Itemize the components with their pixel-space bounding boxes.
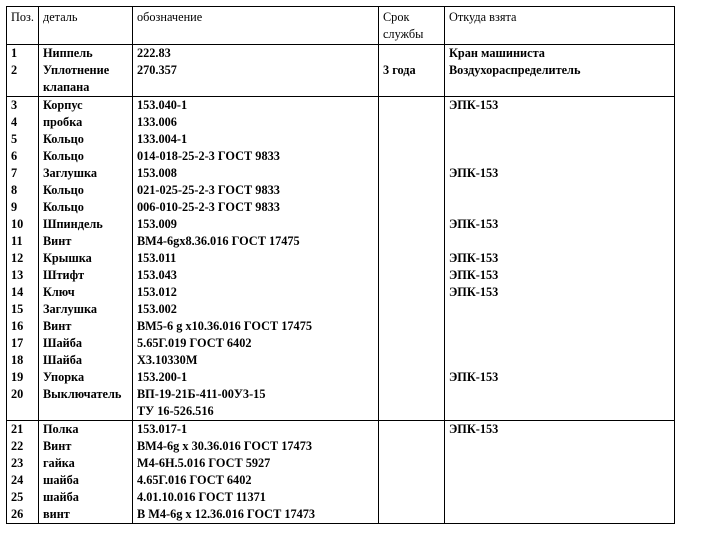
blank-line xyxy=(137,79,374,96)
row-detail: Уплотнение клапана xyxy=(42,63,110,94)
row-designation: 153.012 xyxy=(136,285,177,299)
row-designation: 153.040-1 xyxy=(136,98,188,112)
blank-line xyxy=(383,182,440,199)
blank-line xyxy=(383,403,440,420)
row-pos: 21 xyxy=(11,422,24,436)
row-designation: 014-018-25-2-3 ГОСТ 9833 xyxy=(136,149,280,163)
row-pos: 17 xyxy=(11,336,24,350)
blank-line xyxy=(383,165,440,182)
group-1-designation xyxy=(132,45,378,97)
row-designation: Х3.10330М xyxy=(136,353,198,367)
row-pos: 22 xyxy=(11,439,24,453)
row-detail: Выключатель xyxy=(42,387,122,401)
blank-line xyxy=(383,352,440,369)
blank-line xyxy=(383,284,440,301)
table-header-row xyxy=(7,7,675,45)
row-pos: 15 xyxy=(11,302,24,316)
row-designation: 006-010-25-2-3 ГОСТ 9833 xyxy=(136,200,280,214)
blank-line xyxy=(383,148,440,165)
row-pos: 4 xyxy=(11,115,18,129)
blank-line xyxy=(383,199,440,216)
row-pos: 2 xyxy=(11,63,18,77)
row-designation-cont: ТУ 16-526.516 xyxy=(136,404,214,418)
row-detail: Кольцо xyxy=(42,149,84,163)
table-group-3 xyxy=(7,421,675,524)
table-group-2 xyxy=(7,97,675,421)
row-detail: Ключ xyxy=(42,285,75,299)
blank-line xyxy=(449,199,670,216)
row-pos: 12 xyxy=(11,251,24,265)
blank-line xyxy=(449,182,670,199)
group-3-source xyxy=(444,421,674,524)
group-3-pos xyxy=(7,421,39,524)
blank-line xyxy=(383,45,440,62)
row-designation: 153.009 xyxy=(136,217,177,231)
row-pos: 7 xyxy=(11,166,18,180)
row-designation: ВМ4-6gх8.36.016 ГОСТ 17475 xyxy=(136,234,300,248)
blank-line xyxy=(383,506,440,523)
group-2-life xyxy=(378,97,444,421)
blank-line xyxy=(449,506,670,523)
row-designation: 222.83 xyxy=(136,46,171,60)
blank-line xyxy=(449,352,670,369)
row-designation: В М4-6g х 12.36.016 ГОСТ 17473 xyxy=(136,507,316,521)
blank-line xyxy=(449,318,670,335)
blank-line xyxy=(383,301,440,318)
row-pos: 11 xyxy=(11,234,23,248)
blank-line xyxy=(383,472,440,489)
row-designation: ВМ4-6g х 30.36.016 ГОСТ 17473 xyxy=(136,439,313,453)
row-pos: 14 xyxy=(11,285,24,299)
blank-line xyxy=(383,421,440,438)
blank-line xyxy=(383,369,440,386)
blank-line xyxy=(383,455,440,472)
blank-line xyxy=(383,489,440,506)
blank-line xyxy=(383,97,440,114)
row-source: ЭПК-153 xyxy=(448,166,499,180)
row-source: Кран машиниста xyxy=(448,46,545,60)
blank-line xyxy=(449,455,670,472)
row-pos: 6 xyxy=(11,149,18,163)
blank-line xyxy=(449,335,670,352)
header-detail: деталь xyxy=(38,7,132,45)
row-detail: Полка xyxy=(42,422,79,436)
group-1-source xyxy=(444,45,674,97)
row-detail: гайка xyxy=(42,456,75,470)
group-2-designation xyxy=(132,97,378,421)
table-group-1 xyxy=(7,45,675,97)
row-detail: Кольцо xyxy=(42,200,84,214)
row-designation: 153.008 xyxy=(136,166,177,180)
header-designation: обозначение xyxy=(132,7,378,45)
row-source: ЭПК-153 xyxy=(448,370,499,384)
row-detail: винт xyxy=(42,507,70,521)
row-pos: 13 xyxy=(11,268,24,282)
blank-line xyxy=(11,403,34,420)
row-source: ЭПК-153 xyxy=(448,285,499,299)
row-pos: 18 xyxy=(11,353,24,367)
header-service-life: Срок службы xyxy=(378,7,444,45)
row-pos: 5 xyxy=(11,132,18,146)
row-detail: Заглушка xyxy=(42,166,98,180)
row-pos: 1 xyxy=(11,46,18,60)
row-pos: 24 xyxy=(11,473,24,487)
blank-line xyxy=(449,131,670,148)
blank-line xyxy=(449,114,670,131)
row-detail: Заглушка xyxy=(42,302,98,316)
row-detail: Шайба xyxy=(42,353,83,367)
row-service-life: 3 года xyxy=(382,63,416,77)
row-designation: 5.65Г.019 ГОСТ 6402 xyxy=(136,336,252,350)
row-pos: 23 xyxy=(11,456,24,470)
group-3-detail xyxy=(38,421,132,524)
blank-line xyxy=(383,216,440,233)
row-designation: 133.006 xyxy=(136,115,177,129)
row-designation: ВП-19-21Б-411-00У3-15 xyxy=(136,387,266,401)
group-3-designation xyxy=(132,421,378,524)
group-2-source xyxy=(444,97,674,421)
group-2-detail xyxy=(38,97,132,421)
row-pos: 10 xyxy=(11,217,24,231)
row-detail: Винт xyxy=(42,319,72,333)
blank-line xyxy=(449,489,670,506)
row-pos: 20 xyxy=(11,387,24,401)
header-source: Откуда взята xyxy=(444,7,674,45)
row-pos: 3 xyxy=(11,98,18,112)
parts-table xyxy=(6,6,675,524)
blank-line xyxy=(449,386,670,403)
blank-line xyxy=(383,386,440,403)
row-source: ЭПК-153 xyxy=(448,268,499,282)
blank-line xyxy=(449,403,670,420)
row-detail: Кольцо xyxy=(42,132,84,146)
row-designation: 153.200-1 xyxy=(136,370,188,384)
row-pos: 8 xyxy=(11,183,18,197)
row-designation: М4-6Н.5.016 ГОСТ 5927 xyxy=(136,456,271,470)
row-pos: 26 xyxy=(11,507,24,521)
blank-line xyxy=(383,233,440,250)
row-source: ЭПК-153 xyxy=(448,98,499,112)
blank-line xyxy=(449,79,670,96)
blank-line xyxy=(383,250,440,267)
row-detail: Корпус xyxy=(42,98,83,112)
row-source: ЭПК-153 xyxy=(448,422,499,436)
row-designation: 270.357 xyxy=(136,63,177,77)
blank-line xyxy=(383,114,440,131)
row-designation: 153.017-1 xyxy=(136,422,188,436)
blank-line xyxy=(449,148,670,165)
blank-line xyxy=(383,318,440,335)
row-detail: Упорка xyxy=(42,370,85,384)
row-designation: 133.004-1 xyxy=(136,132,188,146)
row-detail: Винт xyxy=(42,234,72,248)
row-detail: Кольцо xyxy=(42,183,84,197)
row-designation: 4.01.10.016 ГОСТ 11371 xyxy=(136,490,266,504)
blank-line xyxy=(449,233,670,250)
row-detail: шайба xyxy=(42,473,79,487)
row-pos: 25 xyxy=(11,490,24,504)
blank-line xyxy=(11,79,34,96)
header-pos: Поз. xyxy=(7,7,39,45)
group-1-detail xyxy=(38,45,132,97)
row-designation: ВМ5-6 g х10.36.016 ГОСТ 17475 xyxy=(136,319,313,333)
blank-line xyxy=(383,335,440,352)
row-detail: Винт xyxy=(42,439,72,453)
blank-line xyxy=(383,131,440,148)
row-pos: 19 xyxy=(11,370,24,384)
blank-line xyxy=(449,438,670,455)
row-source: Воздухораспределитель xyxy=(448,63,581,77)
group-3-life xyxy=(378,421,444,524)
group-1-pos xyxy=(7,45,39,97)
row-source: ЭПК-153 xyxy=(448,251,499,265)
blank-line xyxy=(383,267,440,284)
row-source: ЭПК-153 xyxy=(448,217,499,231)
row-designation: 153.011 xyxy=(136,251,177,265)
blank-line xyxy=(383,79,440,96)
row-designation: 153.043 xyxy=(136,268,177,282)
row-pos: 9 xyxy=(11,200,18,214)
row-designation: 4.65Г.016 ГОСТ 6402 xyxy=(136,473,252,487)
row-pos: 16 xyxy=(11,319,24,333)
row-detail: Шпиндель xyxy=(42,217,103,231)
row-detail: Ниппель xyxy=(42,46,93,60)
group-1-life xyxy=(378,45,444,97)
row-detail: шайба xyxy=(42,490,79,504)
group-2-pos xyxy=(7,97,39,421)
row-designation: 153.002 xyxy=(136,302,177,316)
blank-line xyxy=(43,403,128,420)
row-detail: Крышка xyxy=(42,251,92,265)
row-detail: Шайба xyxy=(42,336,83,350)
row-detail: пробка xyxy=(42,115,83,129)
row-detail: Штифт xyxy=(42,268,85,282)
blank-line xyxy=(449,472,670,489)
row-designation: 021-025-25-2-3 ГОСТ 9833 xyxy=(136,183,280,197)
blank-line xyxy=(449,301,670,318)
blank-line xyxy=(383,438,440,455)
